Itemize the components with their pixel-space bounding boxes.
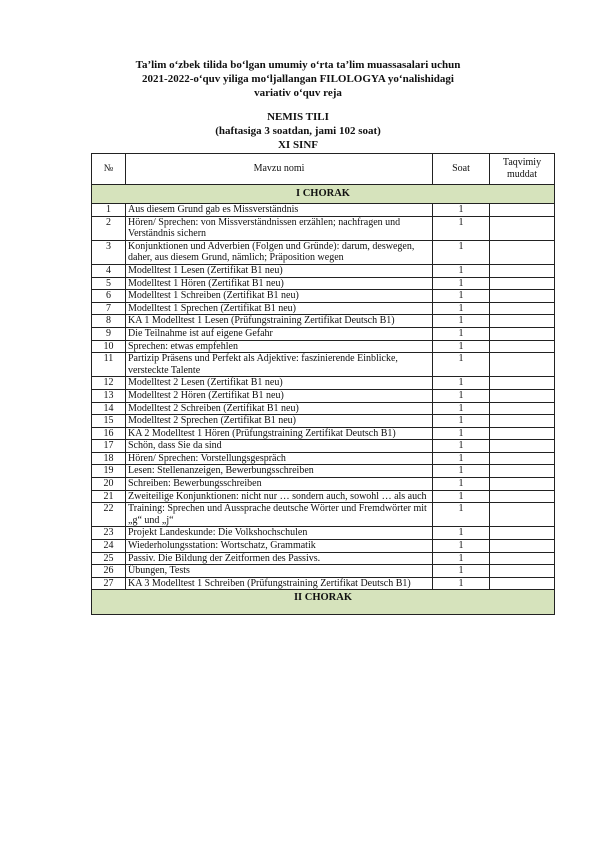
row-number: 5 [92, 277, 126, 290]
row-topic: Modelltest 1 Lesen (Zertifikat B1 neu) [126, 264, 433, 277]
row-date [490, 264, 555, 277]
table-row [92, 216, 555, 240]
row-date [490, 204, 555, 217]
row-hours: 1 [433, 290, 490, 303]
table-row [92, 527, 555, 540]
row-date [490, 465, 555, 478]
row-hours: 1 [433, 277, 490, 290]
row-hours: 1 [433, 427, 490, 440]
row-number: 20 [92, 478, 126, 491]
table-row [92, 540, 555, 553]
table-row [92, 577, 555, 590]
row-date [490, 577, 555, 590]
table-row [92, 302, 555, 315]
row-number: 9 [92, 327, 126, 340]
row-topic: Sprechen: etwas empfehlen [126, 340, 433, 353]
row-topic: Zweiteilige Konjunktionen: nicht nur … sondern auch, sowohl … als auch [126, 490, 433, 503]
row-date [490, 452, 555, 465]
row-date [490, 389, 555, 402]
table-row [92, 402, 555, 415]
row-date [490, 552, 555, 565]
table-row [92, 565, 555, 578]
row-number: 12 [92, 377, 126, 390]
row-date [490, 540, 555, 553]
row-number: 4 [92, 264, 126, 277]
header-line-1: Ta’lim o‘zbek tilida bo‘lgan umumiy o‘rta ta’lim muassasalari uchun [135, 59, 461, 71]
row-number: 19 [92, 465, 126, 478]
row-hours: 1 [433, 302, 490, 315]
row-number: 23 [92, 527, 126, 540]
row-number: 2 [92, 216, 126, 240]
row-number: 6 [92, 290, 126, 303]
row-topic: KA 3 Modelltest 1 Schreiben (Prüfungstraining Zertifikat Deutsch B1) [126, 577, 433, 590]
row-date [490, 340, 555, 353]
row-hours: 1 [433, 440, 490, 453]
row-topic: Modelltest 1 Sprechen (Zertifikat B1 neu) [126, 302, 433, 315]
hours-note: (haftasiga 3 soatdan, jami 102 soat) [215, 125, 381, 137]
table-row [92, 490, 555, 503]
row-number: 26 [92, 565, 126, 578]
grade-title: XI SINF [277, 139, 319, 151]
row-hours: 1 [433, 402, 490, 415]
row-topic: Lesen: Stellenanzeigen, Bewerbungsschreiben [126, 465, 433, 478]
row-date [490, 478, 555, 491]
row-date [490, 327, 555, 340]
quarter-row [92, 185, 555, 204]
row-number: 22 [92, 503, 126, 527]
row-number: 7 [92, 302, 126, 315]
table-row [92, 465, 555, 478]
row-date [490, 216, 555, 240]
row-number: 11 [92, 353, 126, 377]
row-topic: Konjunktionen und Adverbien (Folgen und Gründe): darum, deswegen, daher, aus diesem Grund, nämlich; Präposition wegen [126, 240, 433, 264]
table-row [92, 264, 555, 277]
row-date [490, 302, 555, 315]
table-row [92, 503, 555, 527]
row-number: 25 [92, 552, 126, 565]
row-number: 3 [92, 240, 126, 264]
row-hours: 1 [433, 415, 490, 428]
row-hours: 1 [433, 503, 490, 527]
column-header-hours: Soat [433, 154, 490, 185]
row-topic: Schreiben: Bewerbungsschreiben [126, 478, 433, 491]
header-line-2: 2021-2022-o‘quv yiliga mo‘ljallangan FILOLOGYA yo‘nalishidagi [142, 73, 454, 85]
row-topic: KA 1 Modelltest 1 Lesen (Prüfungstraining Zertifikat Deutsch B1) [126, 315, 433, 328]
row-number: 18 [92, 452, 126, 465]
row-number: 10 [92, 340, 126, 353]
row-topic: Modelltest 2 Sprechen (Zertifikat B1 neu) [126, 415, 433, 428]
curriculum-table [91, 153, 555, 615]
table-row [92, 290, 555, 303]
column-header-date: Taqvimiy muddat [490, 154, 555, 185]
quarter-label: I CHORAK [92, 185, 555, 204]
table-row [92, 478, 555, 491]
row-hours: 1 [433, 216, 490, 240]
row-topic: Modelltest 1 Schreiben (Zertifikat B1 neu) [126, 290, 433, 303]
row-topic: Modelltest 1 Hören (Zertifikat B1 neu) [126, 277, 433, 290]
row-date [490, 415, 555, 428]
column-header-number: № [92, 154, 126, 185]
row-date [490, 440, 555, 453]
table-row [92, 415, 555, 428]
subject-title: NEMIS TILI [267, 111, 329, 123]
row-topic: Hören/ Sprechen: von Missverständnissen erzählen; nachfragen und Verständnis sichern [126, 216, 433, 240]
row-date [490, 315, 555, 328]
row-number: 13 [92, 389, 126, 402]
row-date [490, 490, 555, 503]
row-hours: 1 [433, 340, 490, 353]
row-hours: 1 [433, 204, 490, 217]
document-header [0, 58, 596, 152]
header-line-3: variativ o‘quv reja [254, 87, 342, 99]
row-date [490, 527, 555, 540]
row-date [490, 277, 555, 290]
table-row [92, 440, 555, 453]
row-date [490, 402, 555, 415]
table-row [92, 204, 555, 217]
row-topic: Modelltest 2 Schreiben (Zertifikat B1 neu) [126, 402, 433, 415]
row-topic: Hören/ Sprechen: Vorstellungsgespräch [126, 452, 433, 465]
row-date [490, 240, 555, 264]
table-row [92, 240, 555, 264]
row-number: 16 [92, 427, 126, 440]
table-row [92, 277, 555, 290]
row-hours: 1 [433, 465, 490, 478]
row-date [490, 565, 555, 578]
row-hours: 1 [433, 327, 490, 340]
row-hours: 1 [433, 389, 490, 402]
row-number: 24 [92, 540, 126, 553]
table-row [92, 315, 555, 328]
table-header-row [92, 154, 555, 185]
table-row [92, 552, 555, 565]
table-row [92, 327, 555, 340]
quarter-row [92, 590, 555, 615]
row-number: 14 [92, 402, 126, 415]
row-topic: KA 2 Modelltest 1 Hören (Prüfungstraining Zertifikat Deutsch B1) [126, 427, 433, 440]
row-hours: 1 [433, 452, 490, 465]
row-topic: Modelltest 2 Lesen (Zertifikat B1 neu) [126, 377, 433, 390]
row-hours: 1 [433, 540, 490, 553]
row-date [490, 290, 555, 303]
row-number: 1 [92, 204, 126, 217]
table-row [92, 377, 555, 390]
table-row [92, 389, 555, 402]
row-topic: Passiv. Die Bildung der Zeitformen des Passivs. [126, 552, 433, 565]
row-topic: Wiederholungsstation: Wortschatz, Grammatik [126, 540, 433, 553]
row-topic: Projekt Landeskunde: Die Volkshochschulen [126, 527, 433, 540]
row-date [490, 353, 555, 377]
row-topic: Aus diesem Grund gab es Missverständnis [126, 204, 433, 217]
row-number: 17 [92, 440, 126, 453]
row-hours: 1 [433, 490, 490, 503]
row-topic: Partizip Präsens und Perfekt als Adjektive: faszinierende Einblicke, versteckte Talente [126, 353, 433, 377]
row-date [490, 427, 555, 440]
table-row [92, 340, 555, 353]
row-date [490, 503, 555, 527]
row-topic: Die Teilnahme ist auf eigene Gefahr [126, 327, 433, 340]
row-topic: Übungen, Tests [126, 565, 433, 578]
row-number: 8 [92, 315, 126, 328]
row-hours: 1 [433, 240, 490, 264]
row-number: 15 [92, 415, 126, 428]
row-hours: 1 [433, 552, 490, 565]
row-hours: 1 [433, 353, 490, 377]
table-row [92, 353, 555, 377]
row-hours: 1 [433, 527, 490, 540]
row-date [490, 377, 555, 390]
row-hours: 1 [433, 264, 490, 277]
table-row [92, 427, 555, 440]
row-topic: Training: Sprechen und Aussprache deutsche Wörter und Fremdwörter mit „g“ und „j“ [126, 503, 433, 527]
column-header-topic: Mavzu nomi [126, 154, 433, 185]
quarter-label: II CHORAK [92, 590, 555, 615]
row-number: 27 [92, 577, 126, 590]
row-number: 21 [92, 490, 126, 503]
row-hours: 1 [433, 577, 490, 590]
row-hours: 1 [433, 478, 490, 491]
row-hours: 1 [433, 377, 490, 390]
table-row [92, 452, 555, 465]
row-hours: 1 [433, 565, 490, 578]
row-topic: Modelltest 2 Hören (Zertifikat B1 neu) [126, 389, 433, 402]
row-topic: Schön, dass Sie da sind [126, 440, 433, 453]
row-hours: 1 [433, 315, 490, 328]
